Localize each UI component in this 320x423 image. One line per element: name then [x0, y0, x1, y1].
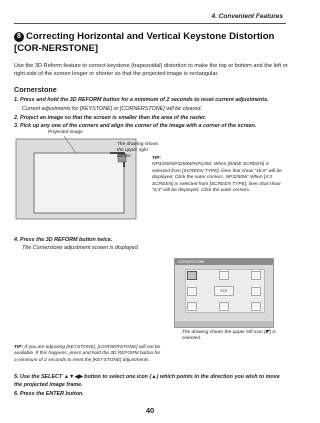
- figure2-caption: The drawing shows the upper left icon (◤) is selected.: [182, 330, 276, 341]
- subheading: Cornerstone: [14, 85, 57, 94]
- osd-icon-mid-right[interactable]: [251, 287, 261, 296]
- tip1-text: NP3250/NP3250W/NP1250: When [WIDE SCREEN] is selected from [SCREEN TYPE], lines that show "16:9" will be displayed. Click the outer corners. NP3250W: When [4:3 SCREEN] is selected from [SCREEN TYPE], lines that show "4:3" will be displayed. Click the outer corners.: [152, 162, 282, 194]
- page-header-title: 4. Convenient Features: [211, 13, 283, 20]
- osd-icon-upper-left[interactable]: [187, 271, 197, 280]
- projected-image-label: Projected image: [48, 130, 83, 135]
- tip2-text: If you are adjusting [KEYSTONE], [CORNERSTONE] will not be available. If this happens, press and hold the 3D REFORM button for a minimum of 2 seconds to reset the [KEYSTONE] adjustments.: [14, 345, 161, 363]
- section-title-text: Correcting Horizontal and Vertical Keystone Distortion [COR-NERSTONE]: [14, 31, 275, 54]
- step-6: 6. Press the ENTER button.: [14, 391, 84, 397]
- step-1-note: Current adjustments for [KEYSTONE] or [CORNERSTONE] will be cleared.: [22, 106, 202, 112]
- section-intro: Use the 3D Reform feature to correct keystone (trapezoidal) distortion to make the top or bottom and the left or right side of the screen longer or shorter so that the projected image is rectangular.: [14, 63, 288, 77]
- osd-icon-upper-right[interactable]: [251, 271, 261, 280]
- osd-title: CORNERSTONE: [178, 260, 205, 264]
- osd-icon-upper-mid[interactable]: [219, 271, 229, 280]
- step-1: 1. Press and hold the 3D REFORM button for a minimum of 2 seconds to reset current adjustments.: [14, 97, 269, 103]
- figure1-caption: The drawing shows the upper right corner.: [117, 142, 159, 159]
- section-title: [14, 31, 290, 55]
- tip1-label: TIP:: [152, 156, 162, 161]
- osd-exit-button[interactable]: EXIT: [214, 286, 234, 296]
- tip2-label: TIP:: [14, 345, 24, 350]
- cornerstone-osd-frame: [174, 258, 274, 328]
- step-4: 4. Press the 3D REFORM button twice.: [14, 237, 113, 243]
- step-5: 5. Use the SELECT ▲▼◀▶ button to select one icon (▲) which points in the direction you wish to move the projected image frame.: [14, 374, 280, 388]
- osd-icon-lower-right[interactable]: [251, 302, 261, 311]
- section-number-badge: 8: [14, 32, 24, 42]
- step-4-note: The Cornerstone adjustment screen is displayed.: [22, 245, 140, 251]
- step-3: 3. Pick up any one of the corners and align the corner of the image with a corner of the screen.: [14, 123, 257, 129]
- tip2: [14, 345, 164, 364]
- osd-icon-lower-mid[interactable]: [219, 302, 229, 311]
- osd-icon-lower-left[interactable]: [187, 302, 197, 311]
- header-rule: [14, 23, 286, 24]
- osd-icon-mid-left[interactable]: [187, 287, 197, 296]
- step-2: 2. Project an image so that the screen is smaller than the area of the raster.: [14, 115, 207, 121]
- tip1: [152, 156, 288, 194]
- osd-footer-bar: [175, 321, 273, 327]
- osd-title-bar: [175, 259, 273, 265]
- page-number: 40: [145, 406, 155, 415]
